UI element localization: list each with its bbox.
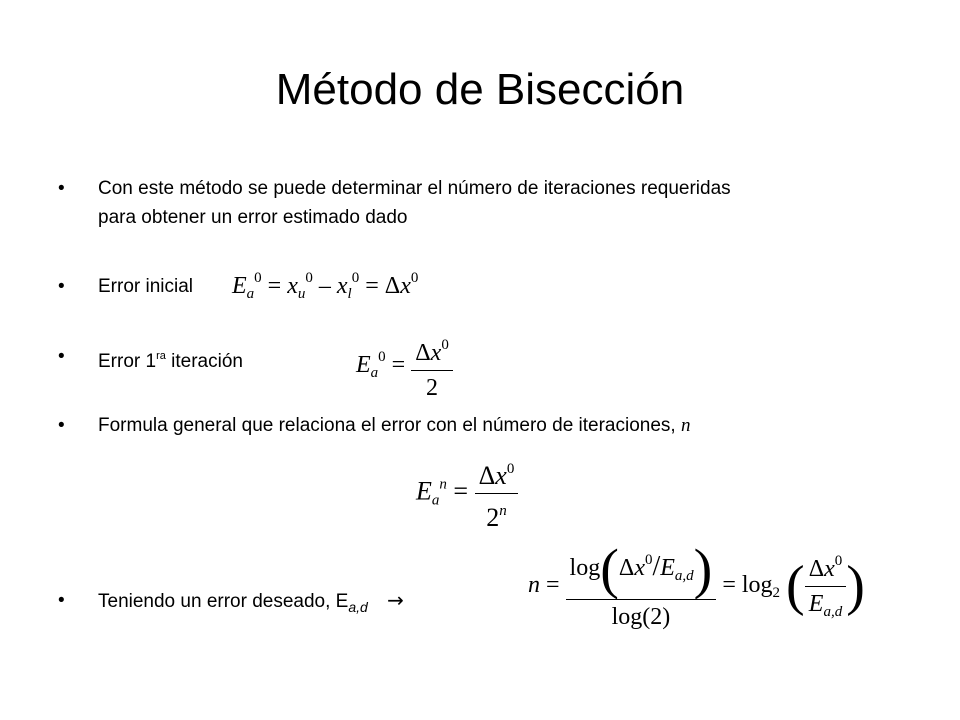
bullet-marker: • <box>58 346 65 367</box>
bullet-marker: • <box>58 415 65 436</box>
equation-first-iteration: $E_a^0$ = $\frac{\Delta x^0}{2}$ <box>356 330 453 403</box>
bullet-marker: • <box>58 178 65 199</box>
bullet-1-line-1: Con este método se puede determinar el número de iteraciones requeridas <box>98 178 731 199</box>
bullet-1-line-2: para obtener un error estimado dado <box>98 207 408 228</box>
slide-title: Método de Bisección <box>275 65 685 114</box>
bullet-marker: • <box>58 590 65 611</box>
equation-iterations: n = $\frac{\log(\Delta x^0/E_{a,d})}{\log(2)}$ = $\log_2$ ( $\frac{\Delta x^0}{E_{a,d}}$ ) <box>528 538 865 631</box>
arrow-icon: → <box>387 588 404 612</box>
equation-initial-error: $E_a^0 = x_u^0 - x_l^0 = \Delta x^0$ <box>232 270 419 302</box>
bullet-3-text: Error $1^{ra}$ iteración <box>98 350 243 372</box>
bullet-4-text: Formula general que relaciona el error con el número de iteraciones, n <box>98 415 691 436</box>
equation-general-error: $E_a^n$ = $\frac{\Delta x^0}{2^n}$ <box>416 454 518 533</box>
bullet-marker: • <box>58 276 65 297</box>
bullet-2-text: Error inicial <box>98 276 194 297</box>
bullet-5-text: Teniendo un error deseado, $E_{a,d}$ → <box>98 588 404 615</box>
